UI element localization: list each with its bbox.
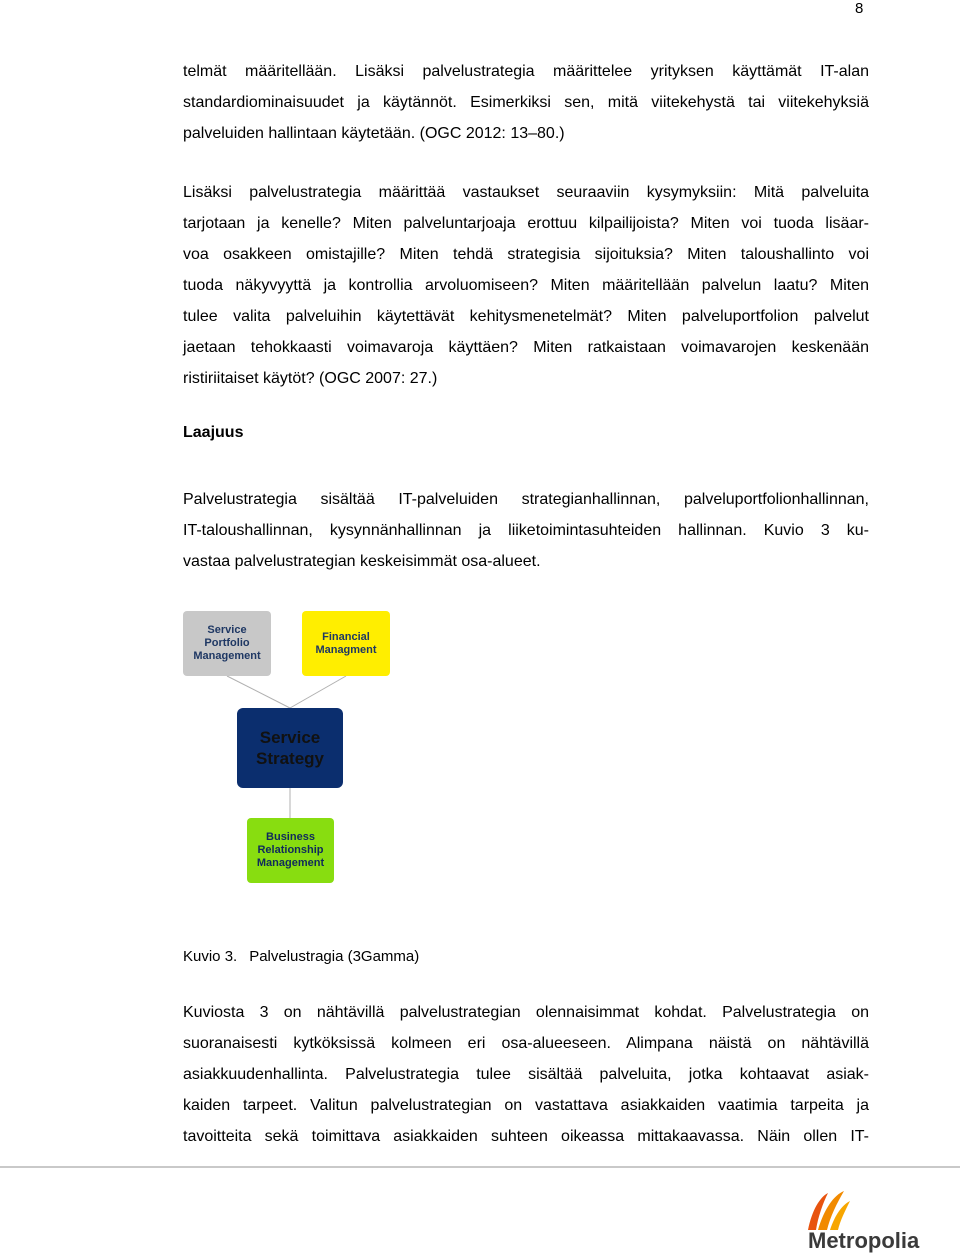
text-line: jaetaan tehokkaasti voimavaroja käyttäen? Miten ratkaistaan voimavarojen keskenään <box>183 339 869 356</box>
text-line: IT-taloushallinnan, kysynnänhallinnan ja liiketoimintasuhteiden hallinnan. Kuvio 3 ku- <box>183 522 869 539</box>
paragraph-4 <box>183 997 869 1152</box>
text-line: telmät määritellään. Lisäksi palvelustrategia määrittelee yrityksen käyttämät IT-alan <box>183 63 869 80</box>
text-line: palveluiden hallintaan käytetään. (OGC 2012: 13–80.) <box>183 125 565 142</box>
text-line: tavoitteita sekä toimittava asiakkaiden suhteen oikeassa mittakaavassa. Näin ollen IT- <box>183 1128 869 1145</box>
caption-label: Kuvio 3. <box>183 948 238 965</box>
text-line: asiakkuudenhallinta. Palvelustrategia tulee sisältää palveluita, jotka kohtaavat asiak- <box>183 1066 869 1083</box>
figure-caption <box>183 948 419 965</box>
paragraph-2 <box>183 177 869 394</box>
page-number: 8 <box>855 0 864 17</box>
text-line: suoranaisesti kytköksissä kolmeen eri osa-alueeseen. Alimpana näistä on nähtävillä <box>183 1035 869 1052</box>
text-line: tarjotaan ja kenelle? Miten palveluntarjoaja erottuu kilpailijoista? Miten voi tuoda lisäar- <box>183 215 869 232</box>
footer-divider <box>0 1166 960 1168</box>
box-label-line: Management <box>256 857 325 869</box>
text-line: standardiominaisuudet ja käytännöt. Esimerkiksi sen, mitä viitekehystä tai viitekehyksiä <box>183 94 869 111</box>
box-label-line: Portfolio <box>204 637 250 649</box>
text-line: Palvelustrategia sisältää IT-palveluiden strategianhallinnan, palveluportfolionhallinnan, <box>183 491 869 508</box>
text-line: tulee valita palveluihin käytettävät kehitysmenetelmät? Miten palveluportfolion palvelut <box>183 308 869 325</box>
connector-portfolio <box>227 676 290 708</box>
financial-management-box <box>302 611 390 676</box>
text-line: vastaa palvelustrategian keskeisimmät osa-alueet. <box>183 553 541 570</box>
service-portfolio-management-box <box>183 611 271 676</box>
box-label-line: Service <box>207 624 247 636</box>
metropolia-logo-text: Metropolia <box>808 1228 920 1253</box>
text-line: Lisäksi palvelustrategia määrittää vastaukset seuraaviin kysymyksiin: Mitä palveluita <box>183 184 869 201</box>
box-label-line: Management <box>193 650 261 662</box>
connector-financial <box>290 676 346 708</box>
box-label-line: Strategy <box>255 749 325 768</box>
text-line: tuoda näkyvyyttä ja kontrollia arvoluomiseen? Miten määritellään palvelun laatu? Miten <box>183 277 869 294</box>
text-line: voa osakkeen omistajille? Miten tehdä strategisia sijoituksia? Miten taloushallinto voi <box>183 246 869 263</box>
text-line: kaiden tarpeet. Valitun palvelustrategian on vastattava asiakkaiden vaatimia tarpeita ja <box>183 1097 869 1114</box>
service-strategy-box <box>237 708 343 788</box>
text-line: Kuviosta 3 on nähtävillä palvelustrategian olennaisimmat kohdat. Palvelustrategia on <box>183 1004 869 1021</box>
text-line: ristiriitaiset käytöt? (OGC 2007: 27.) <box>183 370 438 387</box>
box-label-line: Service <box>259 728 321 747</box>
caption-title: Palvelustragia (3Gamma) <box>249 948 420 965</box>
paragraph-1 <box>183 56 869 149</box>
section-heading: Laajuus <box>183 424 244 441</box>
box-label-line: Financial <box>322 630 370 643</box>
business-relationship-management-box <box>247 818 334 883</box>
box-label-line: Business <box>266 831 315 843</box>
box-label-line: Managment <box>315 643 377 656</box>
paragraph-3 <box>183 484 869 577</box>
box-label-line: Relationship <box>257 844 324 856</box>
